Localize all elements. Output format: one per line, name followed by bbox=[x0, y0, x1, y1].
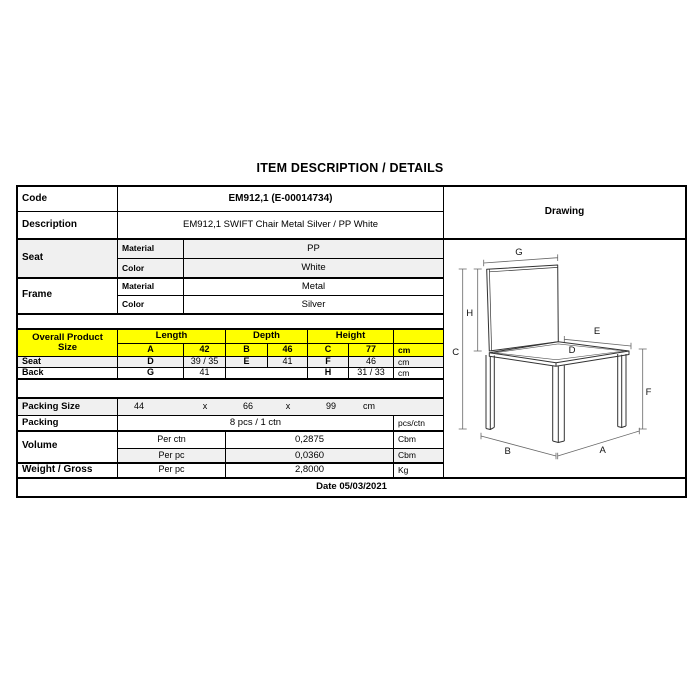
weight-value: 2,8000 bbox=[226, 463, 394, 478]
label-f: F bbox=[645, 387, 652, 398]
weight-label: Weight / Gross bbox=[18, 463, 118, 478]
frame-color-label: Color bbox=[118, 296, 184, 314]
packing-size-label: Packing Size bbox=[18, 398, 118, 416]
volume-label: Volume bbox=[18, 431, 118, 463]
overall-unit: cm bbox=[394, 344, 444, 357]
dim-b: B bbox=[226, 344, 268, 357]
dim-d: D bbox=[118, 357, 184, 368]
per-pc-value: 0,0360 bbox=[226, 449, 394, 463]
seat-material-label: Material bbox=[118, 239, 184, 259]
packing-size-length: 44 bbox=[133, 400, 144, 411]
packing-size-value bbox=[118, 398, 444, 416]
description-value: EM912,1 SWIFT Chair Metal Silver / PP White bbox=[118, 212, 444, 239]
drawing-area bbox=[444, 239, 685, 478]
section-divider bbox=[18, 397, 444, 399]
weight-row-label: Per pc bbox=[118, 463, 226, 478]
chair-outline bbox=[486, 265, 629, 443]
dim-g: G bbox=[118, 368, 184, 379]
seat-color-value: White bbox=[184, 259, 444, 278]
back-size-label: Back bbox=[18, 368, 118, 379]
frame-material-value: Metal bbox=[184, 278, 444, 296]
dim-c: C bbox=[308, 344, 349, 357]
per-ctn-label: Per ctn bbox=[118, 431, 226, 449]
label-e: E bbox=[593, 326, 601, 337]
code-value: EM912,1 (E-00014734) bbox=[118, 187, 444, 212]
per-ctn-value: 0,2875 bbox=[226, 431, 394, 449]
depth-header: Depth bbox=[226, 329, 308, 344]
spacer-row bbox=[18, 379, 444, 398]
height-header: Height bbox=[308, 329, 394, 344]
packing-value: 8 pcs / 1 ctn bbox=[118, 416, 394, 431]
dim-h-value: 31 / 33 bbox=[349, 368, 394, 379]
dim-d-value: 39 / 35 bbox=[184, 357, 226, 368]
section-divider bbox=[18, 477, 685, 479]
section-divider bbox=[18, 313, 444, 315]
label-c: C bbox=[452, 347, 460, 358]
dim-g-value: 41 bbox=[184, 368, 226, 379]
packing-unit: pcs/ctn bbox=[394, 416, 444, 431]
seat-size-unit: cm bbox=[394, 357, 444, 368]
description-label: Description bbox=[18, 212, 118, 239]
label-b: B bbox=[504, 446, 511, 457]
drawing-header: Drawing bbox=[444, 187, 685, 239]
label-d: D bbox=[568, 345, 576, 356]
seat-material-value: PP bbox=[184, 239, 444, 259]
dim-e-value: 41 bbox=[268, 357, 308, 368]
dim-f-value: 46 bbox=[349, 357, 394, 368]
overall-size-line2: Size bbox=[57, 341, 77, 353]
dim-f: F bbox=[308, 357, 349, 368]
dim-h: H bbox=[308, 368, 349, 379]
dim-a: A bbox=[118, 344, 184, 357]
packing-size-x1: x bbox=[202, 400, 208, 411]
back-size-unit: cm bbox=[394, 368, 444, 379]
label-h: H bbox=[466, 308, 474, 319]
overall-size-line1: Overall Product bbox=[32, 331, 103, 343]
code-label: Code bbox=[18, 187, 118, 212]
packing-size-x2: x bbox=[285, 400, 291, 411]
per-pc-unit: Cbm bbox=[394, 449, 444, 463]
seat-label: Seat bbox=[18, 239, 118, 278]
packing-size-width: 66 bbox=[242, 400, 253, 411]
dim-b-value: 46 bbox=[268, 344, 308, 357]
length-header: Length bbox=[118, 329, 226, 344]
dim-a-value: 42 bbox=[184, 344, 226, 357]
section-divider bbox=[18, 238, 685, 240]
seat-size-label: Seat bbox=[18, 357, 118, 368]
section-divider bbox=[18, 430, 444, 432]
dim-c-value: 77 bbox=[349, 344, 394, 357]
label-a: A bbox=[599, 445, 606, 456]
spec-table bbox=[16, 185, 687, 498]
weight-unit: Kg bbox=[394, 463, 444, 478]
packing-label: Packing bbox=[18, 416, 118, 431]
per-pc-label: Per pc bbox=[118, 449, 226, 463]
packing-size-unit: cm bbox=[363, 400, 375, 411]
chair-drawing bbox=[444, 239, 685, 478]
packing-size-height: 99 bbox=[325, 400, 336, 411]
per-ctn-unit: Cbm bbox=[394, 431, 444, 449]
spacer-row bbox=[18, 314, 444, 329]
section-divider bbox=[18, 277, 444, 279]
page-title: ITEM DESCRIPTION / DETAILS bbox=[256, 161, 444, 175]
seat-color-label: Color bbox=[118, 259, 184, 278]
label-g: G bbox=[515, 247, 523, 258]
frame-label: Frame bbox=[18, 278, 118, 314]
unit-header-blank bbox=[394, 329, 444, 344]
frame-material-label: Material bbox=[118, 278, 184, 296]
date-row: Date 05/03/2021 bbox=[316, 481, 387, 493]
overall-size-label bbox=[18, 329, 118, 357]
frame-color-value: Silver bbox=[184, 296, 444, 314]
section-divider bbox=[18, 462, 444, 464]
dim-e: E bbox=[226, 357, 268, 368]
section-divider bbox=[18, 378, 444, 380]
section-divider bbox=[18, 328, 444, 330]
